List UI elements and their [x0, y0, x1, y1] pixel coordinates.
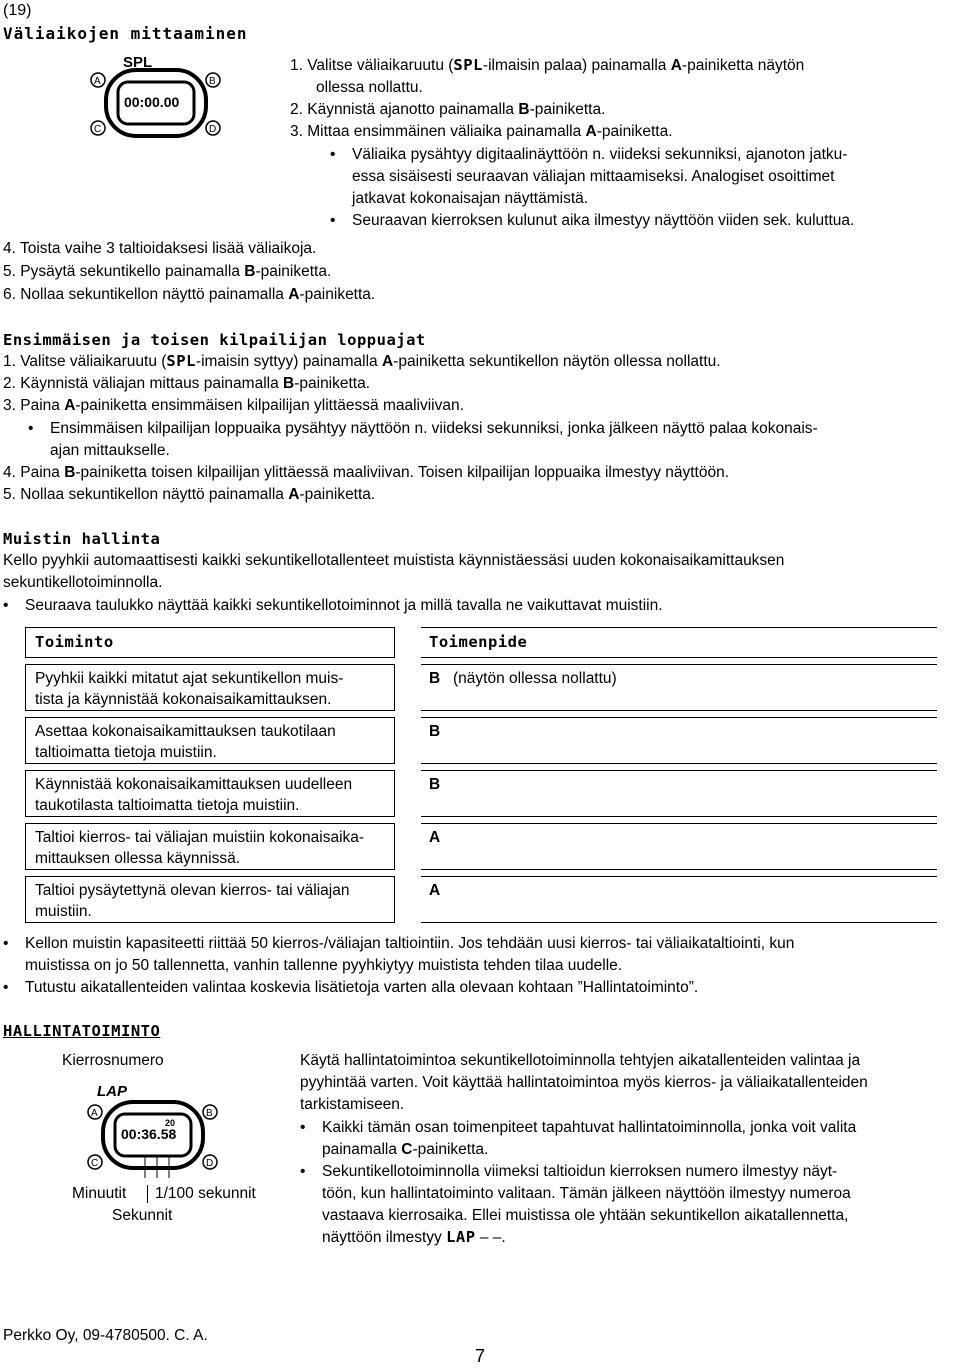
table-row-procedure	[421, 770, 937, 817]
table-row-action-l1: Taltioi kierros- tai väliajan muistiin kokonaisaika-	[35, 829, 365, 846]
table-row-action-l2: mittauksen ollessa käynnissä.	[35, 850, 241, 867]
s2-step3: 3. Paina A-painiketta ensimmäisen kilpailijan ylittäessä maaliviivan.	[3, 397, 464, 414]
s4-b2-l1: • Sekuntikellotoiminnolla viimeksi taltioidun kierroksen numero ilmestyy näyt-	[322, 1161, 837, 1183]
table-row-action-l2: muistiin.	[35, 903, 92, 920]
s1-step6: 6. Nollaa sekuntikellon näyttö painamalla A-painiketta.	[3, 286, 376, 303]
watch-illustration	[88, 50, 223, 142]
s4-para-l3: tarkistamiseen.	[300, 1096, 405, 1113]
table-row-action-l2: taukotilasta taltioimatta tietoja muistiin.	[35, 797, 300, 814]
table-row-action	[25, 717, 395, 764]
table-row-procedure	[421, 664, 937, 711]
table-header-toimenpide: Toimenpide	[421, 627, 937, 658]
table-row-action-l1: Taltioi pysäytettynä olevan kierros- tai väliajan	[35, 882, 350, 899]
s1-step4: 4. Toista vaihe 3 taltioidaksesi lisää väliaikoja.	[3, 240, 317, 257]
watch2-lap-num: 20	[165, 1118, 176, 1128]
s2-step1: 1. Valitse väliaikaruutu (SPL-imaisin syttyy) painamalla A-painiketta sekuntikellon näytön ollessa nollattu.	[3, 352, 721, 370]
s4-b2-l3: vastaava kierrosaika. Ellei muistissa ole yhtään sekuntikellon aikatallennetta,	[322, 1207, 849, 1224]
s4-b2-l2: töön, kun hallintatoiminto valitaan. Tämän jälkeen näyttöön ilmestyy numeroa	[322, 1185, 851, 1202]
w2-button-a: A	[91, 1108, 98, 1119]
s1-bullet1-l3: jatkavat kokonaisajan näyttämistä.	[352, 190, 589, 207]
s1-bullet1-l1: • Väliaika pysähtyy digitaalinäyttöön n. viideksi sekunniksi, ajanoton jatku-	[352, 144, 847, 166]
s4-b1-l1: • Kaikki tämän osan toimenpiteet tapahtuvat hallintatoiminnolla, jonka voit valita	[322, 1117, 856, 1139]
s1-step5: 5. Pysäytä sekuntikello painamalla B-painiketta.	[3, 263, 332, 280]
footer-company: Perkko Oy, 09-4780500. C. A.	[3, 1327, 208, 1344]
table-row-action-l2: taltioimatta tietoja muistiin.	[35, 744, 217, 761]
s2-step2: 2. Käynnistä väliajan mittaus painamalla B-painiketta.	[3, 375, 371, 392]
table-row-key: A	[429, 882, 441, 899]
s4-para-l2: pyyhintää varten. Voit käyttää hallintatoimintoa myös kierros- ja väliaikatallenteiden	[300, 1074, 868, 1091]
s4-b2-l4: näyttöön ilmestyy LAP – –.	[322, 1228, 506, 1246]
note1-l2: muistissa on jo 50 tallennetta, vanhin tallenne pyyhkiytyy muistista tehden tilaa uudelle.	[25, 957, 623, 974]
table-row-key: B	[429, 776, 441, 793]
s2-step4: 4. Paina B-painiketta toisen kilpailijan ylittäessä maaliviivan. Toisen kilpailijan loppuaika ilmestyy näyttöön.	[3, 464, 730, 481]
s1-step2: 2. Käynnistä ajanotto painamalla B-painiketta.	[290, 101, 606, 118]
page-title: Väliaikojen mittaaminen	[3, 24, 248, 43]
table-row-action-l2: tista ja käynnistää kokonaisaikamittauksen.	[35, 691, 332, 708]
table-row-action	[25, 770, 395, 817]
footer-page-number: 7	[475, 1346, 486, 1366]
s4-b1-l2: painamalla C-painiketta.	[322, 1141, 489, 1158]
caption-divider	[147, 1185, 148, 1203]
s4-para-l1: Käytä hallintatoimintoa sekuntikellotoiminnolla tehtyjen aikatallenteiden valintaa ja	[300, 1052, 861, 1069]
watch2-top-label: LAP	[97, 1083, 127, 1100]
s3-bullet: • Seuraava taulukko näyttää kaikki sekuntikellotoiminnot ja millä tavalla ne vaikuttavat muistiin.	[25, 595, 663, 617]
note2: • Tutustu aikatallenteiden valintaa koskevia lisätietoja varten alla olevaan kohtaan ”Hallintatoiminto”.	[25, 977, 698, 999]
table-row-action-l1: Käynnistää kokonaisaikamittauksen uudelleen	[35, 776, 353, 793]
button-c-label: C	[94, 124, 102, 135]
table-row-action	[25, 823, 395, 870]
s2-bullet-l1: • Ensimmäisen kilpailijan loppuaika pysähtyy näyttöön n. viideksi sekunniksi, jonka jälkeen näyttö palaa kokonais-	[50, 418, 818, 440]
w2-button-c: C	[91, 1158, 99, 1169]
table-row-action	[25, 664, 395, 711]
watch2-caption-top: Kierrosnumero	[62, 1052, 164, 1069]
caption-seconds: Sekunnit	[112, 1207, 173, 1224]
s4-heading: HALLINTATOIMINTO	[3, 1022, 161, 1040]
button-d-label: D	[209, 124, 217, 135]
table-row-action	[25, 876, 395, 923]
button-a-label: A	[94, 76, 101, 87]
s3-heading: Muistin hallinta	[3, 530, 161, 548]
note1-l1: • Kellon muistin kapasiteetti riittää 50 kierros-/väliajan taltiointiin. Jos tehdään uusi kierros- tai väliaikataltiointi, kun	[25, 933, 794, 955]
s2-step5: 5. Nollaa sekuntikellon näyttö painamalla A-painiketta.	[3, 486, 376, 503]
w2-button-d: D	[206, 1158, 214, 1169]
table-row-procedure	[421, 876, 937, 923]
watch-top-label: SPL	[123, 54, 153, 71]
table-row-key: A	[429, 829, 441, 846]
table-row-key: B	[429, 670, 441, 687]
watch2-display: 00:36.58	[121, 1126, 177, 1142]
s3-para-l1: Kello pyyhkii automaattisesti kaikki sekuntikellotallenteet muistista käynnistäessäsi uuden kokonaisaikamittauksen	[3, 552, 785, 569]
table-row-action-l1: Asettaa kokonaisaikamittauksen taukotilaan	[35, 723, 336, 740]
s1-step3: 3. Mittaa ensimmäinen väliaika painamalla A-painiketta.	[290, 123, 673, 140]
table-row-procedure	[421, 823, 937, 870]
s2-heading: Ensimmäisen ja toisen kilpailijan loppuajat	[3, 331, 426, 349]
s1-bullet2: • Seuraavan kierroksen kulunut aika ilmestyy näyttöön viiden sek. kuluttua.	[352, 210, 854, 232]
s2-bullet-l2: ajan mittaukselle.	[50, 442, 170, 459]
s3-para-l2: sekuntikellotoiminnolla.	[3, 574, 163, 591]
watch-display: 00:00.00	[124, 94, 180, 110]
w2-button-b: B	[206, 1108, 213, 1119]
table-header-toiminto: Toiminto	[25, 627, 395, 658]
table-row-procedure	[421, 717, 937, 764]
watch2-illustration	[85, 1078, 220, 1178]
caption-hundredths: 1/100 sekunnit	[155, 1185, 256, 1202]
s1-step1-cont: ollessa nollattu.	[316, 79, 423, 96]
table-row-action-l1: Pyyhkii kaikki mitatut ajat sekuntikellon muis-	[35, 670, 344, 687]
caption-minutes: Minuutit	[72, 1185, 127, 1202]
page-label: (19)	[3, 2, 32, 19]
s1-step1: 1. Valitse väliaikaruutu (SPL-ilmaisin palaa) painamalla A-painiketta näytön	[290, 56, 805, 74]
button-b-label: B	[209, 76, 216, 87]
s1-bullet1-l2: essa sisäisesti seuraavan väliajan mittaamiseksi. Analogiset osoittimet	[352, 168, 835, 185]
table-row-note: (näytön ollessa nollattu)	[453, 670, 617, 687]
table-row-key: B	[429, 723, 441, 740]
